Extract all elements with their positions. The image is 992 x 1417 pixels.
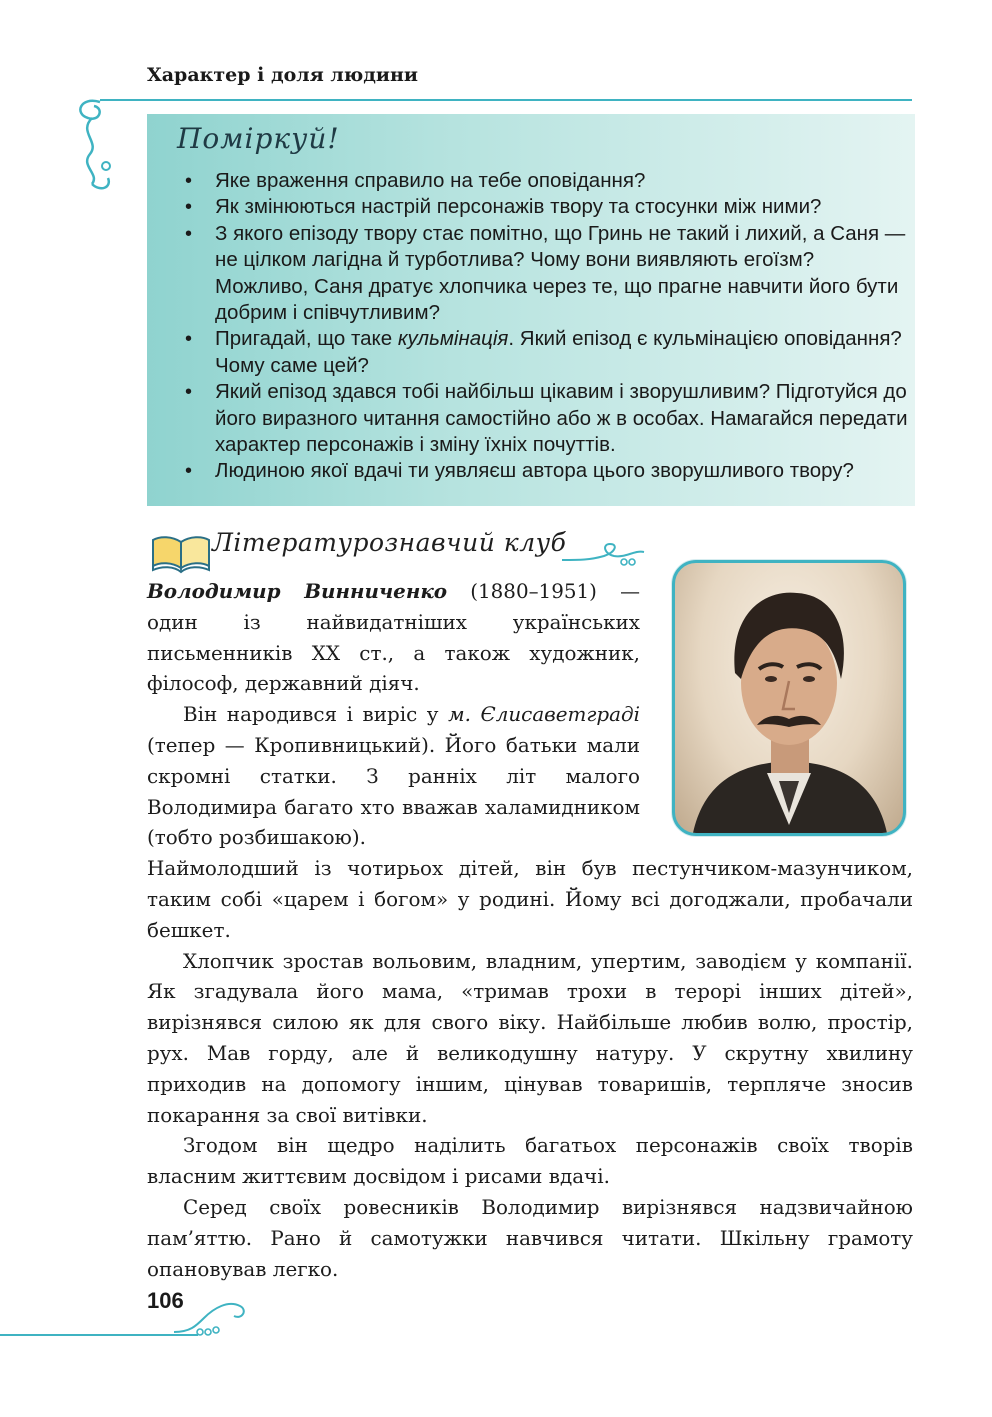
question-item: • Людиною якої вдачі ти уявляєш автора цього зворушливого твору? [183, 458, 913, 484]
paragraph-text: (тепер — Кропивницький). Його батьки мали скромні статки. З ранніх літ малого Володимира багато хто вважав халамидником (тобто розбишакою). [147, 733, 640, 850]
question-item: • З якого епізоду твору стає помітно, що Гринь не такий і лихий, а Саня — не цілком лагідна й турботлива? Чому вони виявляють егоїзм? Можливо, Саня дратує хлопчика через те, що прагне навчити його бути добрим і співчутливим? [183, 221, 913, 327]
bio-text: (1880–1951) — один із найвидатніших українських письменників ХХ ст., а також художник, філософ, державний діяч. [147, 580, 640, 696]
paragraph-text: Він народився і виріс у [183, 703, 449, 727]
paragraph-birthplace [147, 700, 640, 854]
swirl-ornament-icon [70, 92, 120, 202]
question-item: • Який епізод здався тобі найбільш цікавим і зворушливим? Підготуйся до його виразного читання самостійно або ж в особах. Намагайся передати характер персонажів і зміну їхніх почуттів. [183, 379, 913, 458]
place-name: м. Єлисаветграді [448, 703, 640, 727]
footer-rule [0, 1334, 198, 1336]
swirl-ornament-icon [170, 1292, 250, 1338]
page-number: 106 [147, 1288, 184, 1313]
term-culmination: кульмінація [397, 327, 509, 351]
article-body [147, 576, 913, 1285]
think-box [147, 114, 915, 506]
paragraph-character: Хлопчик зростав вольовим, владним, упертим, заводієм у компанії. Як згадувала його мама, «тримав трохи в терорі інших дітей», вирізнявся силою як для свого віку. Найбільше любив волю, простір, рух. Мав горду, але й великодушну натуру. У скрутну хвилину приходив на допомогу іншим, цінував товаришів, терпляче зносив покарання за свої витівки. [147, 949, 913, 1127]
question-item: • Як змінюються настрій персонажів твору та стосунки між ними? [183, 194, 913, 220]
question-text: . Який епізод є кульмінацією оповідання? Чому саме цей? [215, 327, 902, 377]
question-list [183, 168, 913, 485]
paragraph-legacy: Згодом він щедро наділить багатьох персонажів своїх творів власним життєвим досвідом і рисами вдачі. [147, 1134, 913, 1189]
open-book-icon [150, 532, 212, 574]
club-heading [150, 528, 650, 572]
header-rule [100, 99, 912, 101]
club-title: Літературознавчий клуб [212, 528, 567, 557]
paragraph-childhood: Наймолодший із чотирьох дітей, він був пестунчиком-мазунчиком, таким собі «царем і богом» у родині. Йому всі догоджали, пробачали бешкет. [147, 857, 913, 942]
swirl-ornament-icon [560, 538, 650, 568]
paragraph-memory: Серед своїх ровесників Володимир вирізнявся надзвичайною пам’яттю. Рано й самотужки навчився читати. Шкільну грамоту опановував легко. [147, 1195, 913, 1281]
question-text: Пригадай, що таке [215, 327, 398, 351]
think-title: Поміркуй! [177, 122, 340, 155]
paragraph-bio [147, 576, 640, 700]
author-name: Володимир Винниченко [147, 579, 448, 603]
running-title: Характер і доля людини [147, 64, 418, 86]
question-item [183, 326, 913, 379]
question-item: • Яке враження справило на тебе оповідання? [183, 168, 913, 194]
